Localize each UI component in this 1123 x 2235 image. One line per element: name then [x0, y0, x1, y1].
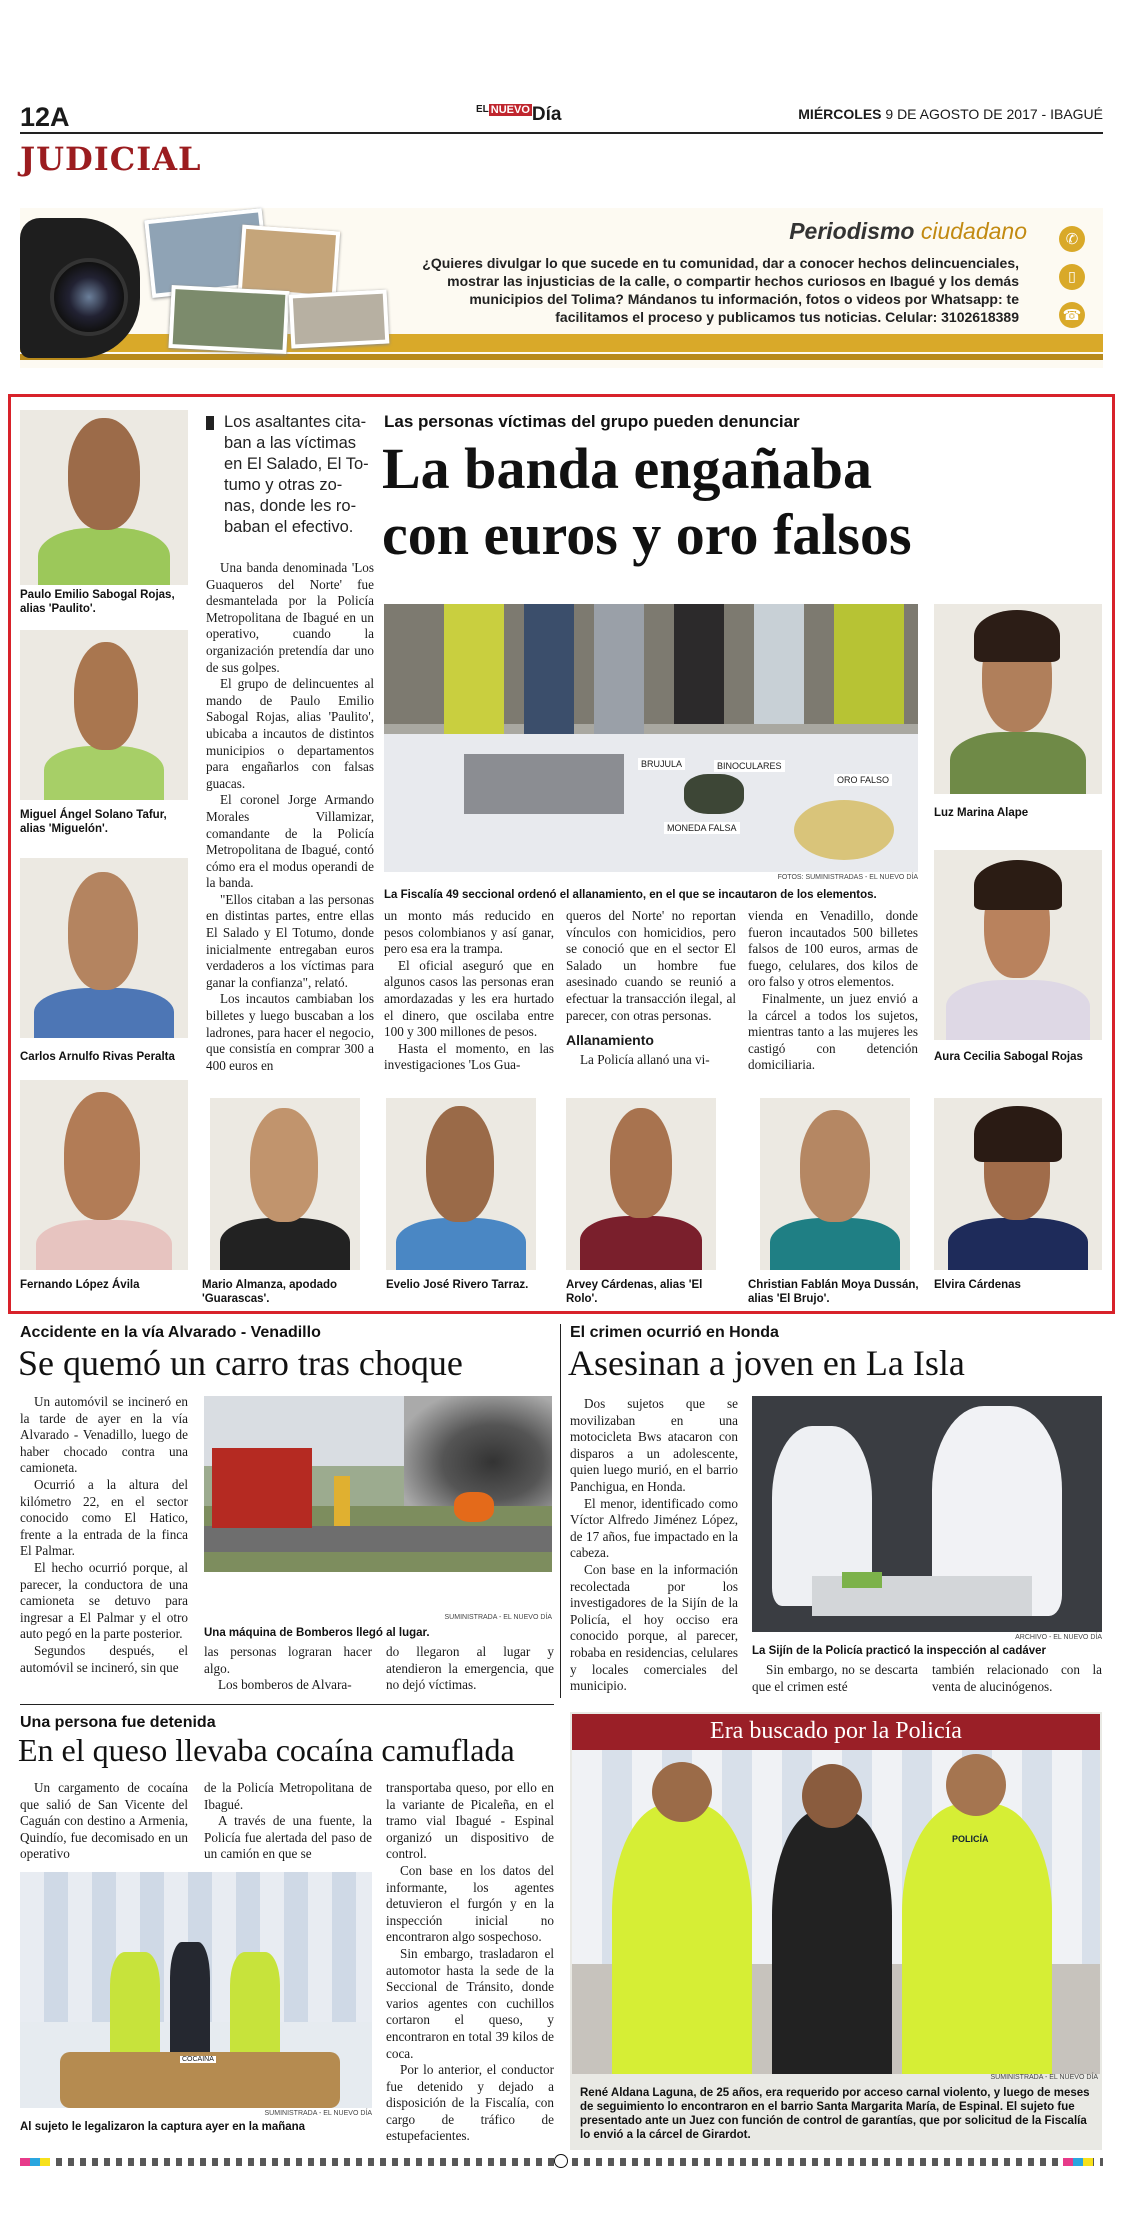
- paragraph: transportaba queso, por ello en la variante de Picaleña, en el tramo vial Ibagué - Espinal organizó un dispositivo de control.: [386, 1780, 554, 1862]
- whatsapp-icon: ✆: [1059, 226, 1085, 252]
- date-rest: 9 DE AGOSTO DE 2017 - IBAGUÉ: [885, 106, 1103, 122]
- mugshot-caption: Carlos Arnulfo Rivas Peralta: [20, 1051, 175, 1063]
- mugshot-photo: [760, 1098, 910, 1270]
- registration-mark-icon: [554, 2154, 568, 2168]
- lead-line-2: ban a las víctimas: [224, 434, 357, 452]
- section-title: JUDICIAL: [20, 140, 202, 178]
- paragraph: El oficial aseguró que en algunos casos las personas eran amordazadas y les era hurtado el dinero, que oscilaba entre 100 y 300 millones de pesos.: [384, 957, 554, 1040]
- car-story-column-1: [20, 1394, 188, 1676]
- label-compass: BRUJULA: [638, 758, 685, 770]
- banner-gold-stripe-thin: [20, 354, 1103, 360]
- vest-text: POLICÍA: [952, 1834, 989, 1844]
- lead-line-3: en El Salado, El To-: [224, 455, 369, 473]
- mugshot-caption: Christian Fablán Moya Dussán, alias 'El Brujo'.: [748, 1279, 919, 1305]
- crime-scene-caption: La Sijín de la Policía practicó la inspección al cadáver: [752, 1645, 1047, 1657]
- banner-text-line-4: facilitamos el proceso y publicamos tus noticias. Celular: 3102618389: [555, 309, 1019, 325]
- paragraph: Una banda denominada 'Los Guaqueros del Norte' fue desmantelada por la Policía Metropolitana de Ibagué en un operativo, cuando la organización pretendía dar uno de sus golpes.: [206, 560, 374, 675]
- lead-line-4: tumo y otras zo-: [224, 476, 343, 494]
- photo-credit: SUMINISTRADA - EL NUEVO DÍA: [444, 1614, 552, 1621]
- cocaine-story-headline: En el queso llevaba cocaína camuflada: [18, 1732, 515, 1768]
- main-story-kicker: Las personas víctimas del grupo pueden denunciar: [384, 412, 800, 431]
- mugshot-caption: Fernando López Ávila: [20, 1279, 140, 1291]
- wanted-caption: René Aldana Laguna, de 25 años, era requerido por acceso carnal violento, y luego de meses de seguimiento lo encontraron en el barrio Santa Margarita María, de Espinal. El sujeto fue presentado ante un Juez con función de control de garantías, que por solicitud de la Fiscalía lo envió a la cárcel de Girardot.: [580, 2087, 1090, 2141]
- telephone-icon: ☎: [1059, 302, 1085, 328]
- honda-story-headline: Asesinan a joven en La Isla: [568, 1343, 965, 1383]
- headline-line-2: con euros y oro falsos: [382, 502, 912, 567]
- mugshot-photo: [210, 1098, 360, 1270]
- camera-icon: [20, 218, 140, 358]
- mugshot-caption: Luz Marina Alape: [934, 807, 1029, 819]
- mugshot-photo: [20, 1080, 188, 1270]
- paragraph: El coronel Jorge Armando Morales Villamizar, comandante de la Policía Metropolitana de Ibagué, contó cómo era el modus operandi de la banda.: [206, 792, 374, 891]
- crime-scene-photo: [752, 1396, 1102, 1632]
- wanted-banner-text: Era buscado por la Policía: [710, 1718, 962, 1744]
- paragraph: Sin embargo, no se descarta que el crimen esté: [752, 1662, 918, 1694]
- honda-story-column-1: [570, 1396, 738, 1695]
- cocaine-story-column-3: [386, 1780, 554, 2145]
- label-binoculars: BINOCULARES: [714, 760, 785, 772]
- honda-story-kicker: El crimen ocurrió en Honda: [570, 1324, 779, 1341]
- page-number: 12A: [20, 102, 70, 132]
- masthead-nuevo: NUEVO: [490, 104, 530, 116]
- citizen-journalism-banner: [20, 208, 1103, 368]
- cocaine-seizure-caption: Al sujeto le legalizaron la captura ayer en la mañana: [20, 2121, 306, 2133]
- paragraph: queros del Norte' no reportan vínculos con homicidios, pero se conoció que en el sector El Salado un hombre fue asesinado cuando se reunió a efectuar la transacción ilegal, al parecer, con otras personas.: [566, 908, 736, 1023]
- banner-photo-2: [238, 225, 341, 300]
- label-fake-coin: MONEDA FALSA: [664, 822, 740, 834]
- cocaine-label: COCAINA: [182, 2056, 214, 2063]
- page-header: [20, 96, 1103, 132]
- vertical-divider: [560, 1324, 561, 1698]
- banner-title-1: Periodismo: [789, 218, 915, 244]
- mugshot-photo: [934, 604, 1102, 794]
- headline-line-1: La banda engañaba: [382, 436, 872, 501]
- paragraph: La Policía allanó una vi-: [580, 1051, 710, 1067]
- cocaine-story-column-2: [204, 1780, 372, 1863]
- masthead-el: EL: [476, 104, 489, 115]
- paragraph: Con base en la información recolectada por los investigadores de la Sijín de la Policía, el hoy occiso era conocido porque, al parecer, robaba en residencias, celulares y locales comerciales del municipio.: [570, 1561, 738, 1694]
- lead-line-1: Los asaltantes cita-: [224, 413, 367, 431]
- mobile-phone-icon: ▯: [1059, 264, 1085, 290]
- mugshot-photo: [20, 410, 188, 585]
- mugshot-caption: Evelio José Rivero Tarraz.: [386, 1279, 529, 1291]
- paragraph: Los bomberos de Alvara-: [218, 1677, 352, 1693]
- main-story-column-1: [206, 560, 374, 1074]
- banner-title-2: ciudadano: [920, 218, 1027, 244]
- paragraph: Hasta el momento, en las investigaciones 'Los Gua-: [384, 1040, 554, 1073]
- seized-items-caption: La Fiscalía 49 seccional ordenó el allanamiento, en el que se incautaron de los elementos.: [384, 889, 877, 901]
- mugshot-caption: Elvira Cárdenas: [934, 1279, 1021, 1291]
- cocaine-story-column-1: [20, 1780, 188, 1863]
- paragraph: Un cargamento de cocaína que salió de San Vicente del Caguán con destino a Armenia, Quindío, fue decomisado en un operativo: [20, 1780, 188, 1862]
- masthead-logo: [476, 104, 561, 126]
- paragraph: do llegaron al lugar y atendieron la emergencia, que no dejó víctimas.: [386, 1644, 554, 1693]
- paragraph: El hecho ocurrió porque, al parecer, la conductora de una camioneta se detuvo para ingresar a El Palmar y el otro auto pegó en la parte posterior.: [20, 1559, 188, 1642]
- paragraph: Los incautos cambiaban los billetes y luego buscaban a los ladrones, para hacer el negocio, que consistía en comprar 300 a 400 euros en: [206, 991, 374, 1073]
- paragraph: Sin embargo, trasladaron el automotor hasta la sede de la Seccional de Tránsito, donde varios agentes con cuchillos cortaron el queso, y encontraron en total 39 kilos de coca.: [386, 1945, 554, 2061]
- car-story-column-3: [386, 1644, 554, 1694]
- paragraph: El grupo de delincuentes al mando de Paulo Emilio Sabogal Rojas, alias 'Paulito', ubicaba a incautos de distintos municipios o departamentos para engañarlos con falsas guacas.: [206, 676, 374, 791]
- mugshot-photo: [386, 1098, 536, 1270]
- paragraph: El menor, identificado como Víctor Alfredo Jiménez López, de 17 años, fue impactado en la cabeza.: [570, 1495, 738, 1561]
- main-story-headline: [382, 436, 912, 568]
- paragraph: de la Policía Metropolitana de Ibagué.: [204, 1780, 372, 1812]
- honda-story-column-3: [932, 1662, 1102, 1695]
- paragraph: Ocurrió a la altura del kilómetro 22, en el sector conocido como El Hatico, frente a la entrada de la finca El Palmar.: [20, 1476, 188, 1559]
- car-story-kicker: Accidente en la vía Alvarado - Venadillo: [20, 1324, 321, 1341]
- mugshot-photo: [934, 850, 1102, 1040]
- mugshot-caption: Mario Almanza, apodado 'Guarascas'.: [202, 1279, 338, 1305]
- mugshot-caption: Miguel Ángel Solano Tafur, alias 'Miguelón'.: [20, 809, 167, 835]
- page-date: [798, 106, 1103, 122]
- car-story-column-2: [204, 1644, 372, 1694]
- mugshot-caption: Paulo Emilio Sabogal Rojas, alias 'Paulito'.: [20, 589, 175, 615]
- paragraph: "Ellos citaban a las personas en distintas partes, entre ellas El Salado y El Totumo, donde inicialmente entregaban euros verdaderos a los víctimas para ganar la confianza", relató.: [206, 891, 374, 990]
- date-day: MIÉRCOLES: [798, 106, 882, 122]
- horizontal-divider: [20, 1704, 554, 1705]
- mugshot-caption: Aura Cecilia Sabogal Rojas: [934, 1051, 1083, 1063]
- photo-credit: ARCHIVO - EL NUEVO DÍA: [1015, 1634, 1102, 1641]
- honda-story-column-2: [752, 1662, 918, 1695]
- burning-car-caption: Una máquina de Bomberos llegó al lugar.: [204, 1627, 430, 1639]
- main-story-lead: [206, 412, 376, 538]
- photo-credit: SUMINISTRADA - EL NUEVO DÍA: [264, 2110, 372, 2117]
- burning-car-photo: [204, 1396, 552, 1572]
- paragraph: vienda en Venadillo, donde fueron incautados 500 billetes falsos de 100 euros, armas de fuego, celulares, dos kilos de oro falso y otros elementos.: [748, 908, 918, 990]
- paragraph: Un automóvil se incineró en la tarde de ayer en la vía Alvarado - Venadillo, luego de haber chocado contra una camioneta.: [20, 1394, 188, 1476]
- banner-text-line-2: mostrar las injusticias de la calle, o compartir hechos curiosos en Ibagué y los demás: [447, 273, 1019, 289]
- paragraph: Por lo anterior, el conductor fue detenido y dejado a disposición de la Fiscalía, con cargo de tráfico de estupefacientes.: [386, 2062, 554, 2144]
- banner-text-line-3: municipios del Tolima? Mándanos tu información, fotos o videos por Whatsapp: te: [469, 291, 1019, 307]
- main-story-column-4: [748, 908, 918, 1074]
- mugshot-photo: [20, 630, 188, 800]
- paragraph: un monto más reducido en pesos colombianos y así ganar, pero esa era la trampa.: [384, 908, 554, 957]
- banner-text: [339, 254, 1019, 326]
- banner-text-line-1: ¿Quieres divulgar lo que sucede en tu comunidad, dar a conocer hechos delincuenciales,: [422, 255, 1019, 271]
- paragraph: A través de una fuente, la Policía fue alertada del paso de un camión en que se: [204, 1813, 372, 1862]
- paragraph: Con base en los datos del informante, los agentes detuvieron el furgón y en la inspección inicial no encontraron algo sospechoso.: [386, 1862, 554, 1945]
- label-fake-gold: ORO FALSO: [834, 774, 892, 786]
- lead-line-6: baban el efectivo.: [224, 518, 354, 536]
- paragraph: también relacionado con la venta de alucinógenos.: [932, 1662, 1102, 1694]
- cocaine-story-kicker: Una persona fue detenida: [20, 1714, 216, 1731]
- mugshot-photo: [934, 1098, 1102, 1270]
- main-story-column-2: [384, 908, 554, 1074]
- paragraph: Segundos después, el automóvil se incineró, sin que: [20, 1642, 188, 1675]
- paragraph: Dos sujetos que se movilizaban en una motocicleta Bws atacaron con disparos a un adolescente, quien luego murió, en el barrio Panchigua, en Honda.: [570, 1396, 738, 1494]
- seized-items-photo: [384, 604, 918, 872]
- main-story-column-3: [566, 908, 736, 1068]
- car-story-headline: Se quemó un carro tras choque: [18, 1343, 463, 1383]
- mugshot-caption: Arvey Cárdenas, alias 'El Rolo'.: [566, 1279, 703, 1305]
- masthead-dia: Día: [531, 104, 562, 125]
- paragraph: las personas lograran hacer algo.: [204, 1644, 372, 1676]
- lead-line-5: nas, donde les ro-: [224, 497, 357, 515]
- header-rule: [20, 132, 1103, 134]
- mugshot-photo: [20, 858, 188, 1038]
- photo-credit: FOTOS: SUMINISTRADAS - EL NUEVO DÍA: [777, 874, 918, 881]
- mugshot-photo: [566, 1098, 716, 1270]
- photo-credit: SUMINISTRADA - EL NUEVO DÍA: [990, 2074, 1098, 2081]
- subhead-allanamiento: Allanamiento: [566, 1032, 654, 1049]
- cocaine-seizure-photo: [20, 1872, 372, 2108]
- wanted-photo: [572, 1714, 1100, 2074]
- banner-title: [789, 218, 1027, 245]
- banner-photo-3: [168, 285, 289, 354]
- paragraph: Finalmente, un juez envió a la cárcel a todos los sujetos, mientras tanto a las mujeres les castigó con detención domiciliaria.: [748, 990, 918, 1073]
